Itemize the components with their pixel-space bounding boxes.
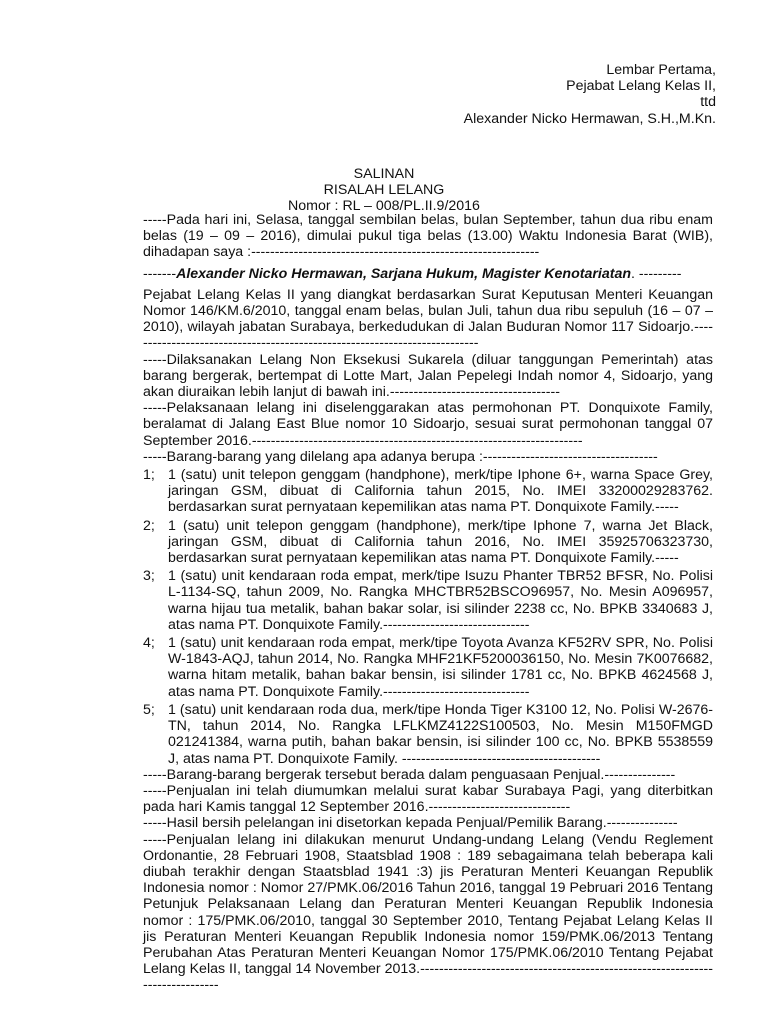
item-number: 2; (143, 517, 155, 534)
ttd-label: ttd (700, 94, 716, 111)
officer-name: Alexander Nicko Hermawan, Sarjana Hukum, Magister Kenotariatan (176, 265, 632, 282)
document-title (0, 166, 768, 215)
signature-block (464, 62, 716, 127)
item-description: 1 (satu) unit kendaraan roda empat, merk/tipe Toyota Avanza KF52RV SPR, No. Polisi W-1843-AQJ, tahun 2014, No. Rangka MHF21KF5200036150, No. Mesin 7K0076682, warna hitam metalik, bahan bakar bensin, isi silinder 1781 cc, No. BPKB 4624568 J, atas nama PT. Donquixote Family.------------------------------- (168, 635, 713, 700)
lembar-label: Lembar Pertama, (606, 62, 716, 78)
salinan-heading: SALINAN (353, 166, 415, 182)
list-item (143, 635, 713, 700)
signer-name: Alexander Nicko Hermawan, S.H.,M.Kn. (463, 110, 716, 127)
document-number: Nomor : RL – 008/PL.II.9/2016 (288, 198, 480, 215)
list-item (143, 467, 713, 516)
pejabat-label: Pejabat Lelang Kelas II, (566, 78, 716, 95)
announcement-paragraph: -----Penjualan ini telah diumumkan melalui surat kabar Surabaya Pagi, yang diterbitkan pada hari Kamis tanggal 12 September 2016.------------------------------ (143, 782, 713, 816)
item-number: 3; (143, 568, 155, 585)
officer-suffix: . --------- (631, 265, 682, 282)
opening-paragraph: -----Pada hari ini, Selasa, tanggal sembilan belas, bulan September, tahun dua ribu enam belas (19 – 09 – 2016), dimulai pukul tiga belas (13.00) Waktu Indonesia Barat (WIB), dihadapan saya :------------------------------------------------------------- (143, 212, 713, 261)
list-item (143, 518, 713, 567)
officer-prefix: ------- (143, 265, 177, 282)
item-description: 1 (satu) unit telepon genggam (handphone), merk/tipe Iphone 6+, warna Space Grey, jaringan GSM, dibuat di California tahun 2015, No. IMEI 33200029283762. berdasarkan surat pernyataan kepemilikan atas nama PT. Donquixote Family.----- (168, 467, 713, 516)
items-intro: -----Barang-barang yang dilelang apa adanya berupa :------------------------------------- (143, 448, 658, 465)
officer-line (143, 266, 713, 282)
legal-basis-paragraph: -----Penjualan lelang ini dilakukan menurut Undang-undang Lelang (Vendu Reglement Ordonantie, 28 Februari 1908, Staatsblad 1908 : 189 sebagaimana telah beberapa kali diubah terakhir dengan Staatsblad 1941 :3) jis Peraturan Menteri Keuangan Republik Indonesia nomor : Nomor 27/PMK.06/2016 Tahun 2016, tanggal 19 Pebruari 2016 Tentang Petunjuk Pelaksanaan Lelang dan Peraturan Menteri Keuangan Republik Indonesia nomor : 175/PMK.06/2010, tanggal 30 September 2010, Tentang Pejabat Lelang Kelas II jis Peraturan Menteri Keuangan Republik Indonesia nomor 159/PMK.06/2013 Tentang Perubahan Atas Peraturan Menteri Keuangan Nomor 175/PMK.06/2010 Tentang Pejabat Lelang Kelas II, tanggal 14 November 2013.------------------------------------------------------------------------------ (143, 831, 713, 994)
appointment-paragraph: Pejabat Lelang Kelas II yang diangkat berdasarkan Surat Keputusan Menteri Keuangan Nomor 146/KM.6/2010, tanggal enam belas, bulan Juli, tahun dua ribu sepuluh (16 – 07 – 2010), wilayah jabatan Surabaya, berkedudukan di Jalan Buduran Nomor 117 Sidoarjo.--------------------------------------------------------------------------- (143, 286, 713, 352)
item-description: 1 (satu) unit kendaraan roda dua, merk/tipe Honda Tiger K3100 12, No. Polisi W-2676-TN, tahun 2014, No. Rangka LFLKMZ4122S100503, No. Mesin M150FMGD 021241384, warna putih, bahan bakar bensin, isi silinder 100 cc, No. BPKB 5538559 J, atas nama PT. Donquixote Family. ------------------------------------------ (168, 701, 713, 767)
item-number: 4; (143, 635, 155, 652)
request-paragraph: -----Pelaksanaan lelang ini diselenggarakan atas permohonan PT. Donquixote Family, beralamat di Jalang East Blue nomor 10 Sidoarjo, sesuai surat permohonan tanggal 07 September 2016.---------------------------------------------------------------------- (143, 400, 713, 449)
item-number: 1; (143, 467, 155, 484)
item-description: 1 (satu) unit telepon genggam (handphone), merk/tipe Iphone 7, warna Jet Black, jaringan GSM, dibuat di California tahun 2016, No. IMEI 35925706323730, berdasarkan surat pernyataan kepemilikan atas nama PT. Donquixote Family.----- (168, 517, 713, 567)
execution-paragraph: -----Dilaksanakan Lelang Non Eksekusi Sukarela (diluar tanggungan Pemerintah) atas barang bergerak, bertempat di Lotte Mart, Jalan Pepelegi Indah nomor 4, Sidoarjo, yang akan diuraikan lebih lanjut di bawah ini.------------------------------------ (143, 351, 713, 401)
list-item (143, 702, 713, 767)
risalah-heading: RISALAH LELANG (323, 182, 445, 199)
item-description: 1 (satu) unit kendaraan roda empat, merk/tipe Isuzu Phanter TBR52 BFSR, No. Polisi L-1134-SQ, tahun 2009, No. Rangka MHCTBR52BSCO96957, No. Mesin A096957, warna hijau tua metalik, bahan bakar solar, isi silinder 2238 cc, No. BPKB 3340683 J, atas nama PT. Donquixote Family.------------------------------- (168, 568, 713, 633)
item-number: 5; (143, 701, 155, 718)
possession-paragraph: -----Barang-barang bergerak tersebut berada dalam penguasaan Penjual.--------------- (143, 766, 676, 783)
document-body (143, 212, 713, 994)
list-item (143, 568, 713, 633)
proceeds-paragraph: -----Hasil bersih pelelangan ini disetorkan kepada Penjual/Pemilik Barang.--------------- (143, 815, 678, 832)
auction-items-list (143, 467, 713, 767)
